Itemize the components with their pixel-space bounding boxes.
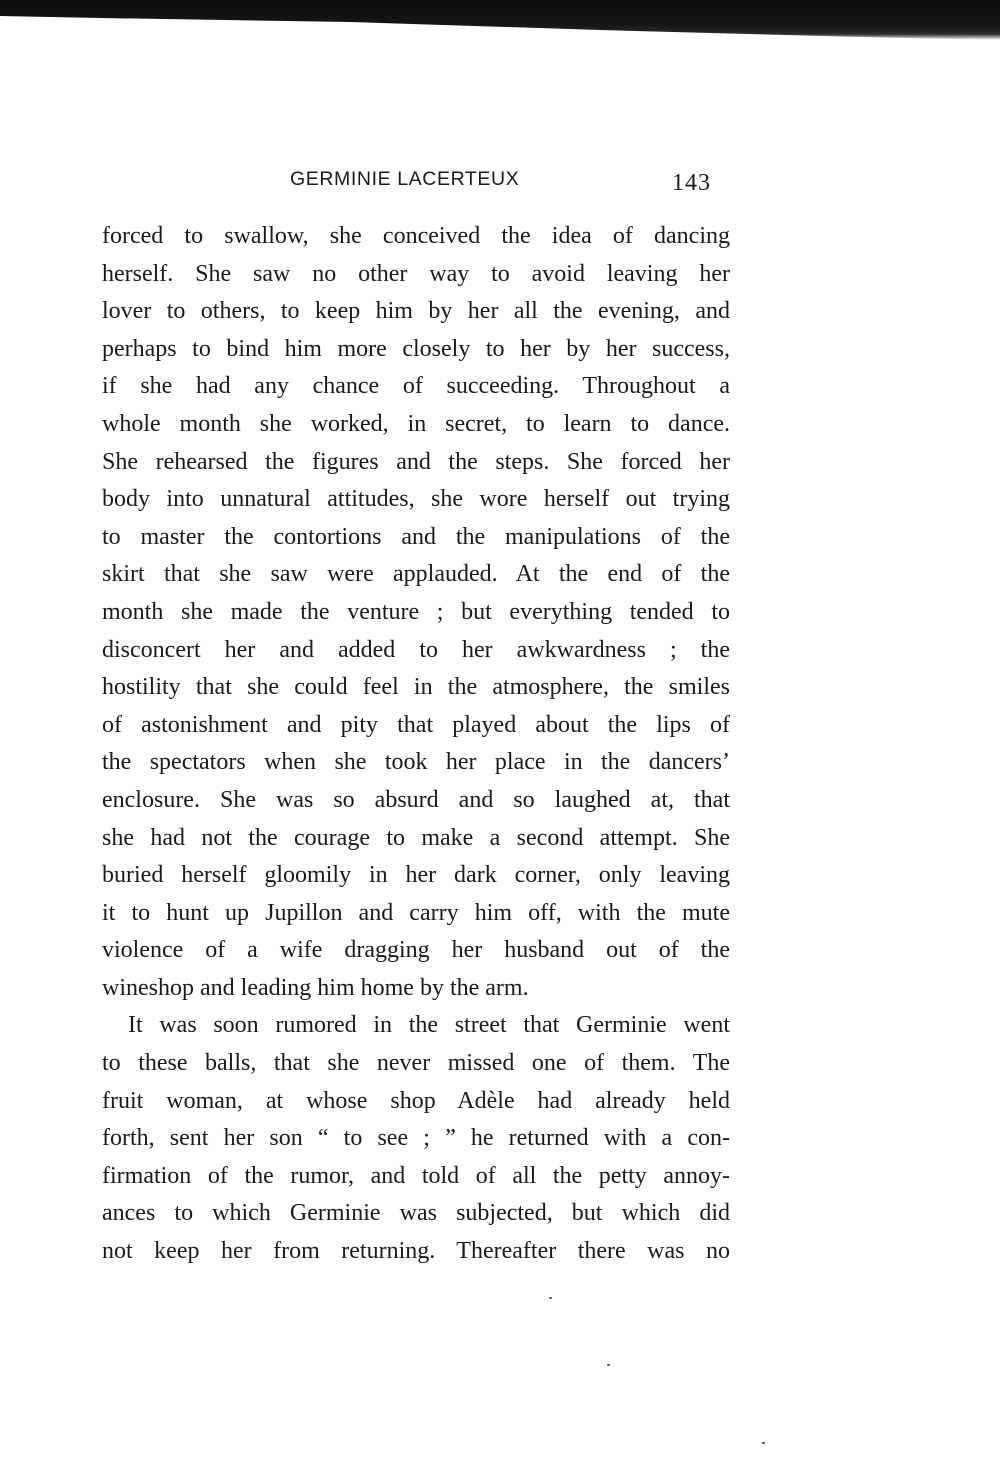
- paragraph-1: [102, 218, 730, 1007]
- text-line: She rehearsed the figures and the steps. She forced her: [102, 448, 730, 475]
- text-line: enclosure. She was so absurd and so laughed at, that: [102, 786, 730, 813]
- running-head-title: GERMINIE LACERTEUX: [290, 168, 520, 190]
- text-line: to these balls, that she never missed one of them. The: [102, 1050, 730, 1077]
- text-line: disconcert her and added to her awkwardness ; the: [102, 636, 730, 663]
- paragraph-2: [102, 1007, 730, 1270]
- text-line: lover to others, to keep him by her all the evening, and: [102, 298, 730, 325]
- text-line: It was soon rumored in the street that Germinie went: [128, 1012, 730, 1039]
- text-line: violence of a wife dragging her husband out of the: [102, 937, 730, 964]
- scan-speck: [762, 1442, 765, 1444]
- text-line: skirt that she saw were applauded. At the end of the: [102, 561, 730, 588]
- text-line: to master the contortions and the manipulations of the: [102, 523, 730, 550]
- text-line: the spectators when she took her place in the dancers’: [102, 749, 730, 776]
- text-line: month she made the venture ; but everything tended to: [102, 598, 730, 625]
- text-line: body into unnatural attitudes, she wore herself out trying: [102, 486, 730, 513]
- text-line: whole month she worked, in secret, to learn to dance.: [102, 410, 730, 437]
- text-line: wineshop and leading him home by the arm.: [102, 974, 529, 1001]
- text-line: not keep her from returning. Thereafter there was no: [102, 1238, 730, 1265]
- scan-edge-bar: [0, 0, 1000, 40]
- text-line: hostility that she could feel in the atmosphere, the smiles: [102, 674, 730, 701]
- text-line: herself. She saw no other way to avoid leaving her: [102, 260, 730, 287]
- text-line: fruit woman, at whose shop Adèle had already held: [102, 1087, 730, 1114]
- text-line: of astonishment and pity that played about the lips of: [102, 711, 730, 738]
- text-line: forth, sent her son “ to see ; ” he returned with a con-: [102, 1125, 730, 1152]
- page-number: 143: [672, 170, 711, 196]
- scan-speck: [549, 1297, 552, 1299]
- text-line: forced to swallow, she conceived the idea of dancing: [102, 223, 730, 249]
- text-line: buried herself gloomily in her dark corner, only leaving: [102, 862, 730, 889]
- text-line: perhaps to bind him more closely to her by her success,: [102, 335, 730, 362]
- text-line: she had not the courage to make a second attempt. She: [102, 824, 730, 851]
- text-line: firmation of the rumor, and told of all the petty annoy-: [102, 1162, 730, 1189]
- text-line: it to hunt up Jupillon and carry him off, with the mute: [102, 899, 730, 926]
- text-line: if she had any chance of succeeding. Throughout a: [102, 373, 730, 400]
- body-text: [102, 218, 730, 1271]
- scan-speck: [607, 1364, 610, 1366]
- text-line: ances to which Germinie was subjected, but which did: [102, 1200, 730, 1227]
